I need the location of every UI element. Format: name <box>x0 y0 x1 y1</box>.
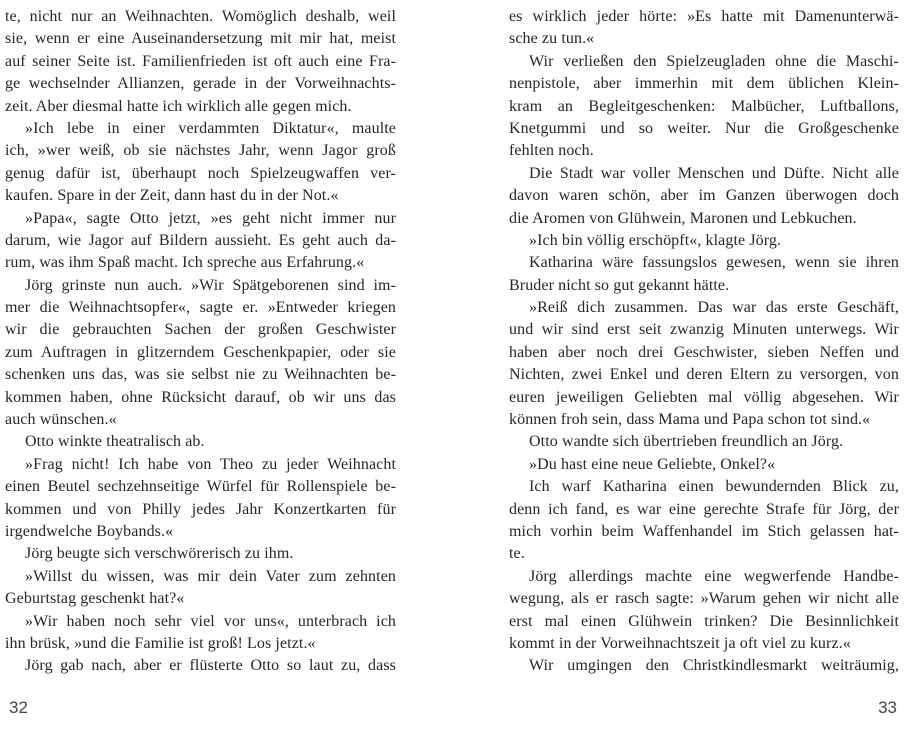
text-line: auch wünschen.« <box>5 411 117 429</box>
text-line: kaufen. Spare in der Zeit, dann hast du in der Not.« <box>5 187 339 205</box>
text-line: ich, »wer weiß, ob sie nächstes Jahr, wenn Jagor groß <box>5 142 396 160</box>
text-line: »Papa«, sagte Otto jetzt, »es geht nicht immer nur <box>25 209 396 227</box>
text-line: zeit. Aber diesmal hatte ich wirklich alle gegen mich. <box>5 97 352 115</box>
text-line: »Reiß dich zusammen. Das war das erste Geschäft, <box>529 299 899 317</box>
text-line: einen Beutel sechzehnseitige Würfel für Rollenspiele be- <box>5 478 396 496</box>
text-line: die Aromen von Glühwein, Maronen und Lebkuchen. <box>509 209 857 227</box>
text-line: denn ich fand, es war eine gerechte Strafe für Jörg, der <box>509 500 899 518</box>
text-line: kram an Begleitgeschenken: Malbücher, Luftballons, <box>509 97 899 115</box>
text-line: und wir sind erst seit zwanzig Minuten unterwegs. Wir <box>509 321 899 339</box>
text-line: »Du hast eine neue Geliebte, Onkel?« <box>529 455 776 473</box>
text-line: wir die gebrauchten Sachen der großen Geschwister <box>5 321 396 339</box>
text-line: können froh sein, dass Mama und Papa schon tot sind.« <box>509 411 871 429</box>
text-line: te, nicht nur an Weihnachten. Womöglich deshalb, weil <box>5 8 396 25</box>
text-line: Otto wandte sich übertrieben freundlich an Jörg. <box>529 433 844 451</box>
right-page-text <box>509 6 899 678</box>
text-line: auf seiner Seite ist. Familienfrieden ist oft auch eine Fra- <box>5 52 396 70</box>
text-line: euren jeweiligen Geliebten mal völlig abgesehen. Wir <box>509 388 899 406</box>
text-line: fehlten noch. <box>509 142 594 160</box>
text-line: ge wechselnder Allianzen, gerade in der Vorweihnachts- <box>5 75 396 93</box>
text-line: Die Stadt war voller Menschen und Düfte. Nicht alle <box>529 164 899 182</box>
text-line: Jörg grinste nun auch. »Wir Spätgeborenen sind im- <box>25 276 396 294</box>
text-line: erst mal einen Glühwein trinken? Die Besinnlichkeit <box>509 612 899 630</box>
text-line: es wirklich jeder hörte: »Es hatte mit Damenunterwä- <box>509 8 899 25</box>
text-line: Nichten, zwei Enkel und deren Eltern zu versorgen, von <box>509 366 899 384</box>
text-line: mer die Weihnachtsopfer«, sagte er. »Entweder kriegen <box>5 299 396 317</box>
text-line: davon waren schön, aber im Ganzen überwogen doch <box>509 187 899 205</box>
text-line: Katharina wäre fassungslos gewesen, wenn sie ihren <box>529 254 899 272</box>
text-line: »Ich lebe in einer verdammten Diktatur«, maulte <box>25 119 396 137</box>
text-line: Jörg allerdings machte eine wegwerfende Handbe- <box>529 567 899 585</box>
text-line: schenken uns das, was sie selbst nie zu Weihnachten be- <box>5 366 396 384</box>
text-line: genug dafür ist, überhaupt noch Spielzeugwaffen ver- <box>5 164 396 182</box>
text-line: Ich warf Katharina einen bewundernden Blick zu, <box>529 478 899 496</box>
text-line: sie, wenn er eine Auseinandersetzung mit mir hat, meist <box>5 30 396 48</box>
text-line: »Ich bin völlig erschöpft«, klagte Jörg. <box>529 231 782 249</box>
text-line: Jörg gab nach, aber er flüsterte Otto so laut zu, dass <box>25 657 396 675</box>
text-line: ihn brüsk, »und die Familie ist groß! Los jetzt.« <box>5 634 316 652</box>
left-page-text <box>5 6 396 678</box>
text-line: Jörg beugte sich verschwörerisch zu ihm. <box>25 545 294 563</box>
text-line: »Wir haben noch sehr viel vor uns«, unterbrach ich <box>25 612 396 630</box>
text-line: »Frag nicht! Ich habe von Theo zu jeder Weihnacht <box>25 455 396 473</box>
text-line: Wir umgingen den Christkindlesmarkt weiträumig, <box>529 657 899 675</box>
text-line: Wir verließen den Spielzeugladen ohne die Maschi- <box>529 52 899 70</box>
text-line: Bruder nicht so gut gekannt hätte. <box>509 276 730 294</box>
text-line: mich vorhin beim Waffenhandel im Stich gelassen hat- <box>509 522 899 540</box>
text-line: haben aber noch drei Geschwister, sieben Neffen und <box>509 343 899 361</box>
right-page-number: 33 <box>878 698 897 717</box>
text-line: Knetgummi und so weiter. Nur die Großgeschenke <box>509 119 899 137</box>
text-line: te. <box>509 545 525 563</box>
text-line: darum, wie Jagor auf Bildern aussieht. Es geht auch da- <box>5 231 396 249</box>
left-page-number: 32 <box>9 698 28 717</box>
text-line: wegung, als er rasch sagte: »Warum gehen wir nicht alle <box>509 590 899 608</box>
text-line: irgendwelche Boybands.« <box>5 522 174 540</box>
text-line: kommen und von Philly jedes Jahr Konzertkarten für <box>5 500 396 518</box>
text-line: Otto winkte theatralisch ab. <box>25 433 205 451</box>
text-line: rum, was ihm Spaß macht. Ich spreche aus Erfahrung.« <box>5 254 365 272</box>
text-line: Geburtstag geschenkt hat?« <box>5 590 185 608</box>
text-line: »Willst du wissen, was mir dein Vater zum zehnten <box>25 567 396 585</box>
text-line: nenpistole, aber immerhin mit dem üblichen Klein- <box>509 75 899 93</box>
text-line: zum Auftragen in glitzerndem Geschenkpapier, oder sie <box>5 343 396 361</box>
text-line: kommen haben, ohne Rücksicht darauf, ob wir uns das <box>5 388 396 406</box>
text-line: sche zu tun.« <box>509 30 595 48</box>
text-line: kommt in der Vorweihnachtszeit ja oft viel zu kurz.« <box>509 634 851 652</box>
